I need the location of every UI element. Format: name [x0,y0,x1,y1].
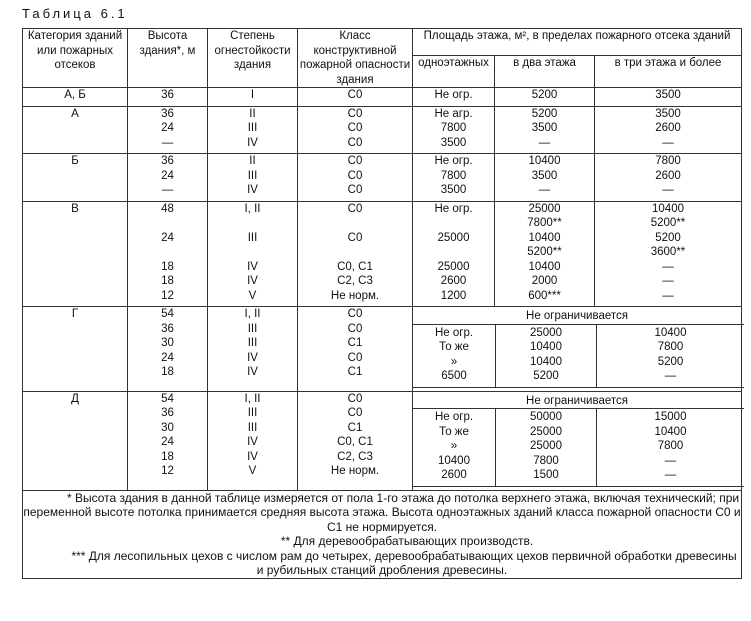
cell-value [128,245,207,260]
table-caption: Таблица 6.1 [22,6,128,21]
header-category: Категория зданий или пожарных отсеков [23,29,128,88]
cell-value: IV [247,450,258,463]
category-value: Д [71,392,79,405]
area-one-floor-cell [413,307,742,392]
cell-value: — [538,136,551,149]
cell-value: 5200 [531,107,558,120]
table-row [23,154,742,202]
cell-value: 600*** [528,289,561,302]
cell-value: 18 [161,260,174,273]
cell-value: III [247,231,258,244]
degree-cell [208,201,298,307]
cell-value: 7800 [440,169,467,182]
cell-value: 12 [161,289,174,302]
cell-value: 5200 [531,89,558,101]
cell-value: С1 [347,337,363,349]
cell-value: С1 [347,366,363,378]
class-cell [298,154,413,202]
cell-value: Не огр. [434,202,473,215]
note-woodworking: ** Для деревообрабатывающих производств. [280,534,534,548]
cell-value: 2600 [440,275,467,287]
cell-value: — [161,136,174,149]
cell-value: — [161,184,174,196]
cell-value: С0 [347,89,363,101]
cell-value: 18 [161,275,174,287]
not-limited-label: Не ограничивается [526,310,628,322]
area-three-plus-cell [595,88,742,107]
cell-value: 36 [161,89,174,101]
cell-value: 7800** [527,217,562,229]
category-value: А, Б [64,89,86,101]
note-sawmill: *** Для лесопильных цехов с числом рам до четырех, деревообрабатывающих цехов первичной обработки древесины и рубильных станций дробления древесины. [71,548,737,577]
cell-value: V [248,289,257,302]
cell-value: 3500 [440,136,467,149]
area-two-floor-cell [495,88,595,107]
height-cell [128,106,208,154]
cell-value: 36 [161,107,174,120]
cell-value: Не норм. [330,465,380,477]
cell-value: — [662,136,674,149]
cell-value: 36 [161,407,174,419]
cell-value [413,216,494,231]
cell-value: Не норм. [330,289,380,302]
header-construction-class: Класс конструктивной пожарной опасности здания [298,29,413,88]
cell-value: 7800 [657,440,684,452]
category-cell [23,391,128,490]
degree-cell [208,106,298,154]
area-three-plus-cell [597,324,745,387]
cell-value: 18 [161,450,174,463]
cell-value: 30 [161,421,174,434]
category-cell [23,307,128,392]
header-three-plus: в три этажа и более [595,56,742,88]
cell-value: С0, С1 [337,436,373,448]
header-height: Высота здания*, м [128,29,208,88]
cell-value: С0 [347,107,363,120]
cell-value: 25000 [530,440,562,452]
cell-value: 12 [161,465,174,477]
area-one-floor-cell [413,154,495,202]
cell-value: 10400 [438,454,470,467]
area-subtable [413,408,744,487]
class-cell [298,391,413,490]
category-value: Б [71,155,79,167]
cell-value: 7800 [657,341,684,353]
cell-value [298,216,412,231]
table-row [23,391,742,490]
cell-value: 6500 [441,370,467,382]
cell-value: IV [247,436,258,448]
cell-value: V [248,465,257,477]
cell-value: 2000 [531,275,558,287]
cell-value: I, II [244,202,261,215]
cell-value: IV [247,275,258,287]
cell-value: III [247,322,258,335]
cell-value: 7800 [440,122,467,134]
cell-value: 3500 [655,89,681,101]
cell-value: — [662,289,674,302]
cell-value [128,216,207,231]
cell-value: С2, С3 [337,450,373,463]
cell-value: 2600 [655,169,681,182]
cell-value: IV [247,366,258,378]
cell-value: 24 [161,122,174,134]
cell-value: С0 [347,351,363,364]
height-cell [128,391,208,490]
cell-value: III [247,421,258,434]
category-cell [23,201,128,307]
cell-value: 25000 [437,231,470,244]
cell-value: 10400 [528,260,561,273]
area-three-plus-cell [597,409,745,487]
cell-value: Не огр. [434,155,473,167]
cell-value [208,216,297,231]
cell-value: С0 [347,184,363,196]
fire-compartment-table [22,28,742,579]
note-height: * Высота здания в данной таблице измеряется от пола 1-го этажа до потолка верхнего этажа, включая технический; при переменной высоте потолка принимается средняя высота этажа. Высота одноэтажных зданий класса пожарной опасности С0 и С1 не нормируется. [23,490,741,534]
cell-value: II [249,107,256,120]
category-value: В [71,202,79,215]
area-three-plus-cell [595,201,742,307]
cell-value: — [664,370,677,382]
header-fire-resistance: Степень огнестойкости здания [208,29,298,88]
cell-value: С0, С1 [337,260,373,273]
area-two-floor-cell [495,201,595,307]
cell-value: То же [439,425,469,438]
cell-value: 25000 [437,260,470,273]
cell-value: IV [247,136,258,149]
cell-value: 5200** [527,246,562,258]
cell-value: II [249,155,256,167]
category-cell [23,88,128,107]
class-cell [298,88,413,107]
class-cell [298,201,413,307]
cell-value: Не огр. [434,89,473,101]
header-two-floor: в два этажа [495,56,595,88]
cell-value: 3500 [531,122,558,134]
cell-value: — [662,260,674,273]
cell-value: 1200 [440,289,467,302]
cell-value: — [538,184,551,196]
cell-value: 3500 [440,184,467,196]
cell-value: С0 [347,392,363,405]
cell-value: С0 [347,122,363,134]
table-row [23,307,742,392]
cell-value: 3500 [655,107,681,120]
cell-value [298,245,412,260]
cell-value: I [250,89,255,101]
area-one-floor-cell [413,106,495,154]
cell-value: 25000 [528,202,561,215]
cell-value: 3600** [650,246,686,258]
cell-value: 25000 [530,425,562,438]
area-two-floor-cell [496,324,597,387]
cell-value: 5200 [657,355,684,368]
area-one-floor-cell [413,391,742,490]
cell-value: 3500 [531,169,558,182]
cell-value: IV [247,260,258,273]
cell-value: — [662,184,674,196]
degree-cell [208,307,298,392]
cell-value: — [662,275,674,287]
cell-value: С0 [347,407,363,419]
cell-value: 15000 [654,411,687,423]
area-subtable [413,324,744,388]
cell-value: I, II [244,392,261,405]
class-cell [298,307,413,392]
cell-value: 30 [161,337,174,349]
category-value: А [71,107,79,120]
cell-value: 2600 [441,469,467,481]
height-cell [128,154,208,202]
cell-value: 36 [161,155,174,167]
cell-value: С0 [347,155,363,167]
cell-value: » [450,355,458,368]
table-row [23,106,742,154]
not-limited-label: Не ограничивается [526,394,628,407]
cell-value: 1500 [533,469,559,481]
area-three-plus-cell [595,154,742,202]
cell-value: I, II [244,308,261,320]
cell-value [413,245,494,260]
category-cell [23,154,128,202]
cell-value: 25000 [530,326,562,339]
cell-value: С0 [347,169,363,182]
category-cell [23,106,128,154]
cell-value: То же [439,341,469,353]
cell-value: — [664,469,677,481]
cell-value: С0 [347,136,363,149]
degree-cell [208,154,298,202]
cell-value: 10400 [530,341,562,353]
cell-value: 10400 [654,425,687,438]
cell-value: 10400 [652,202,684,215]
degree-cell [208,88,298,107]
cell-value: 5200 [533,370,559,382]
cell-value: 7800 [533,454,559,467]
cell-value: 5200** [650,217,686,229]
cell-value: IV [247,184,258,196]
cell-value: 10400 [528,231,561,244]
area-two-floor-cell [495,154,595,202]
table-notes [23,490,742,578]
cell-value: Не огр. [434,326,474,339]
cell-value: 18 [161,366,174,378]
cell-value: 24 [161,436,174,448]
header-area-group: Площадь этажа, м², в пределах пожарного отсека зданий [413,29,742,56]
height-cell [128,88,208,107]
area-two-floor-cell [495,106,595,154]
cell-value: Не агр. [434,107,473,120]
cell-value: » [450,440,458,452]
cell-value: С0 [347,231,363,244]
cell-value: 36 [161,322,174,335]
cell-value: III [247,122,258,134]
cell-value: 54 [161,392,174,405]
area-one-floor-cell [413,409,496,487]
area-two-floor-cell [496,409,597,487]
cell-value: 48 [161,202,174,215]
cell-value: 24 [161,169,174,182]
area-one-floor-cell [413,324,496,387]
category-value: Г [71,308,79,320]
area-one-floor-cell [413,201,495,307]
cell-value: 7800 [655,155,681,167]
cell-value: — [664,454,677,467]
cell-value: С2, С3 [337,275,373,287]
cell-value: 5200 [655,231,681,244]
table-row [23,88,742,107]
cell-value: Не огр. [434,411,474,423]
area-three-plus-cell [595,106,742,154]
cell-value: III [247,169,258,182]
cell-value: 10400 [530,355,562,368]
header-one-floor: одноэтажных [413,56,495,88]
cell-value: С1 [347,421,363,434]
cell-value: С0 [347,322,363,335]
cell-value: 10400 [654,326,687,339]
class-cell [298,106,413,154]
cell-value: 54 [161,308,174,320]
cell-value: III [247,337,258,349]
height-cell [128,201,208,307]
cell-value: 24 [161,351,174,364]
cell-value: 24 [161,231,174,244]
height-cell [128,307,208,392]
degree-cell [208,391,298,490]
table-row [23,201,742,307]
cell-value: 2600 [655,122,681,134]
cell-value: 10400 [528,155,561,167]
cell-value: С0 [347,202,363,215]
cell-value: 50000 [530,411,562,423]
area-one-floor-cell [413,88,495,107]
cell-value: С0 [347,308,363,320]
cell-value [208,245,297,260]
cell-value: III [247,407,258,419]
table-body [23,88,742,491]
cell-value: IV [247,351,258,364]
